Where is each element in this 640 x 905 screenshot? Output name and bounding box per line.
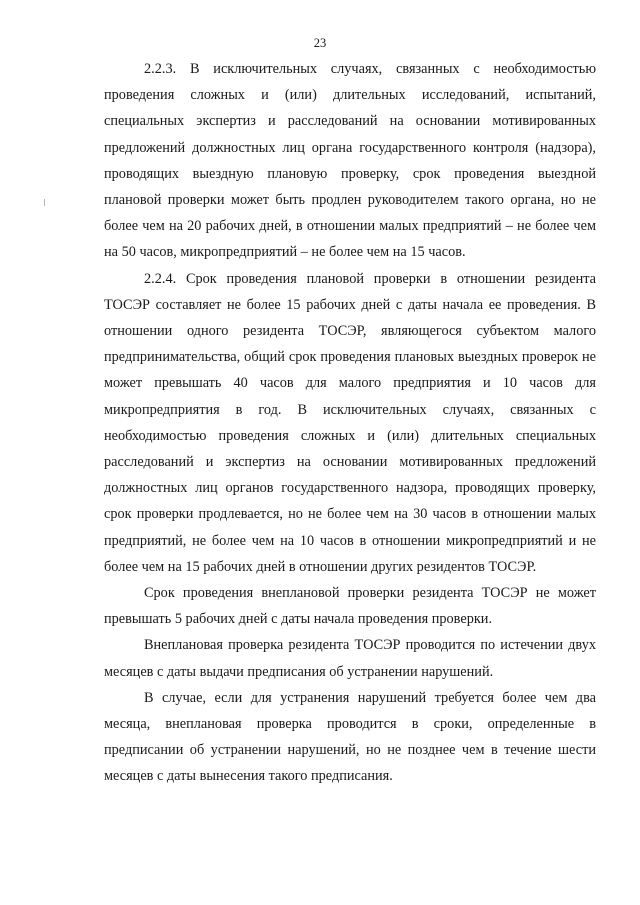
scan-margin-mark [44,199,45,206]
paragraph-remediation-period: В случае, если для устранения нарушений требуется более чем два месяца, внеплановая проверка проводится в сроки, определенные в предписании об устранении нарушений, но не позднее чем в течение шести месяцев с даты вынесения такого предписания. [104,689,596,785]
paragraph-2-2-4: 2.2.4. Срок проведения плановой проверки в отношении резидента ТОСЭР составляет не более 15 рабочих дней с даты начала ее проведения. В отношении одного резидента ТОСЭР, являющегося субъектом малого предпринимательства, общий срок проведения плановых выездных проверок не может превышать 40 часов для малого предприятия и 10 часов для микропредприятия в год. В исключительных случаях, связанных с необходимостью проведения сложных и (или) длительных специальных расследований и экспертиз на основании мотивированных предложений должностных лиц органов государственного надзора, проводящих проверку, срок проверки продлевается, но не более чем на 30 часов в отношении малых предприятий, не более чем на 10 часов в отношении микропредприятий и не более чем на 15 рабочих дней в отношении других резидентов ТОСЭР. [104,270,596,575]
paragraph-2-2-3: 2.2.3. В исключительных случаях, связанных с необходимостью проведения сложных и (или) длительных исследований, испытаний, специальных экспертиз и расследований на основании мотивированных предложений должностных лиц органа государственного контроля (надзора), проводящих выездную плановую проверку, срок проведения выездной плановой проверки может быть продлен руководителем такого органа, но не более чем на 20 рабочих дней, в отношении малых предприятий – не более чем на 50 часов, микропредприятий – не более чем на 15 часов. [104,61,596,261]
paragraph-unscheduled-inspection-timing: Внеплановая проверка резидента ТОСЭР проводится по истечении двух месяцев с даты выдачи предписания об устранении нарушений. [104,637,596,680]
page-number: 23 [313,36,327,50]
paragraph-unscheduled-inspection-term: Срок проведения внеплановой проверки резидента ТОСЭР не может превышать 5 рабочих дней с даты начала проведения проверки. [104,585,596,628]
document-body [104,56,596,790]
